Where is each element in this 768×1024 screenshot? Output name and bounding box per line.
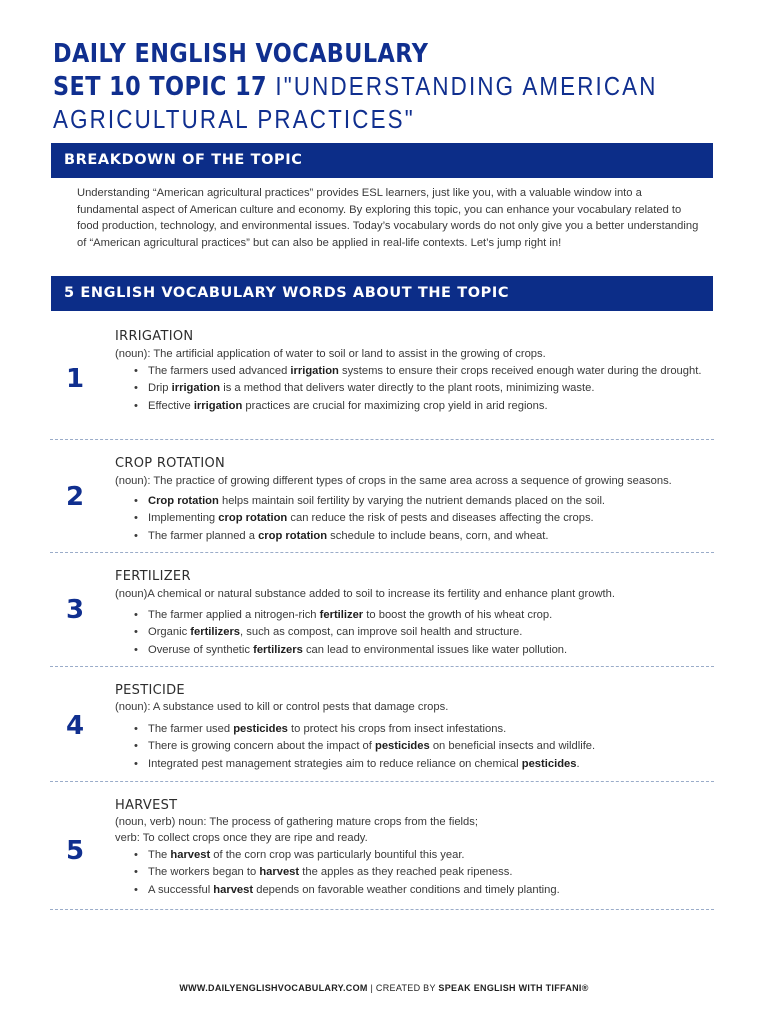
entry-examples [134, 847, 704, 899]
entry-term: PESTICIDE [115, 683, 185, 698]
entry-examples [134, 493, 704, 545]
breakdown-text: Understanding “American agricultural practices” provides ESL learners, just like you, with a valuable window into a fundamental aspect of American culture and economy. By exploring this topic, you can enhance your vocabulary related to food production, technology, and environmental issues. Today’s vocabulary words do not only give you a better understanding of “American agricultural practices” but can also be applied in real-life contexts. Let’s jump right in! [77, 187, 699, 249]
vocab-heading: 5 ENGLISH VOCABULARY WORDS ABOUT THE TOPIC [51, 276, 713, 311]
footer-creator: SPEAK ENGLISH WITH TIFFANI® [438, 983, 589, 993]
entry-number: 1 [66, 364, 85, 394]
divider [50, 552, 714, 553]
example-item: • Effective irrigation practices are crucial for maximizing crop yield in arid regions. [134, 398, 704, 415]
entry-definition: (noun, verb) noun: The process of gathering mature crops from the fields; [115, 816, 478, 828]
breakdown-heading: BREAKDOWN OF THE TOPIC [51, 143, 713, 178]
entry-term: IRRIGATION [115, 329, 194, 344]
example-item: • The farmer applied a nitrogen-rich fertilizer to boost the growth of his wheat crop. [134, 607, 704, 624]
title-line-3: AGRICULTURAL PRACTICES" [53, 104, 415, 134]
footer-site-link[interactable]: WWW.DAILYENGLISHVOCABULARY.COM [179, 983, 368, 993]
entry-number: 3 [66, 595, 85, 625]
example-item: • A successful harvest depends on favorable weather conditions and timely planting. [134, 882, 704, 899]
page-title [53, 38, 733, 135]
entry-number: 5 [66, 836, 85, 866]
title-topic-name: I"UNDERSTANDING AMERICAN [267, 71, 658, 101]
entry-term: HARVEST [115, 798, 178, 813]
example-item: • The workers began to harvest the apples as they reached peak ripeness. [134, 864, 704, 881]
example-item: • The harvest of the corn crop was particularly bountiful this year. [134, 847, 704, 864]
title-line-1: DAILY ENGLISH VOCABULARY [53, 39, 429, 69]
footer [0, 983, 768, 993]
entry-definition: (noun)A chemical or natural substance added to soil to increase its fertility and enhance plant growth. [115, 588, 615, 600]
entry-examples [134, 721, 704, 773]
example-item: • The farmer used pesticides to protect his crops from insect infestations. [134, 721, 704, 738]
entry-definition: (noun): A substance used to kill or control pests that damage crops. [115, 701, 449, 713]
example-item: • Drip irrigation is a method that delivers water directly to the plant roots, minimizing waste. [134, 380, 704, 397]
entry-number: 2 [66, 482, 85, 512]
footer-separator: | CREATED BY [367, 983, 439, 993]
example-item: • There is growing concern about the impact of pesticides on beneficial insects and wildlife. [134, 738, 704, 755]
divider [50, 439, 714, 440]
entry-definition: (noun): The artificial application of water to soil or land to assist in the growing of crops. [115, 348, 546, 360]
entry-term: CROP ROTATION [115, 456, 226, 471]
divider [50, 909, 714, 910]
example-item: • Overuse of synthetic fertilizers can lead to environmental issues like water pollution. [134, 642, 704, 659]
title-line-2 [53, 70, 658, 103]
divider [50, 781, 714, 782]
entry-term: FERTILIZER [115, 569, 191, 584]
example-item: • Organic fertilizers, such as compost, can improve soil health and structure. [134, 624, 704, 641]
entry-examples [134, 607, 704, 659]
example-item: • Crop rotation helps maintain soil fertility by varying the nutrient demands placed on the soil. [134, 493, 704, 510]
example-item: • The farmer planned a crop rotation schedule to include beans, corn, and wheat. [134, 528, 704, 545]
example-item: • Integrated pest management strategies aim to reduce reliance on chemical pesticides. [134, 756, 704, 773]
entry-definition: (noun): The practice of growing different types of crops in the same area across a sequence of growing seasons. [115, 475, 672, 487]
title-set-topic: SET 10 TOPIC 17 [53, 72, 268, 102]
entry-examples [134, 363, 704, 415]
example-item: • Implementing crop rotation can reduce the risk of pests and diseases affecting the crops. [134, 510, 704, 527]
entry-definition-verb: verb: To collect crops once they are ripe and ready. [115, 832, 368, 844]
entry-number: 4 [66, 711, 85, 741]
example-item: • The farmers used advanced irrigation systems to ensure their crops received enough water during the drought. [134, 363, 704, 380]
divider [50, 666, 714, 667]
